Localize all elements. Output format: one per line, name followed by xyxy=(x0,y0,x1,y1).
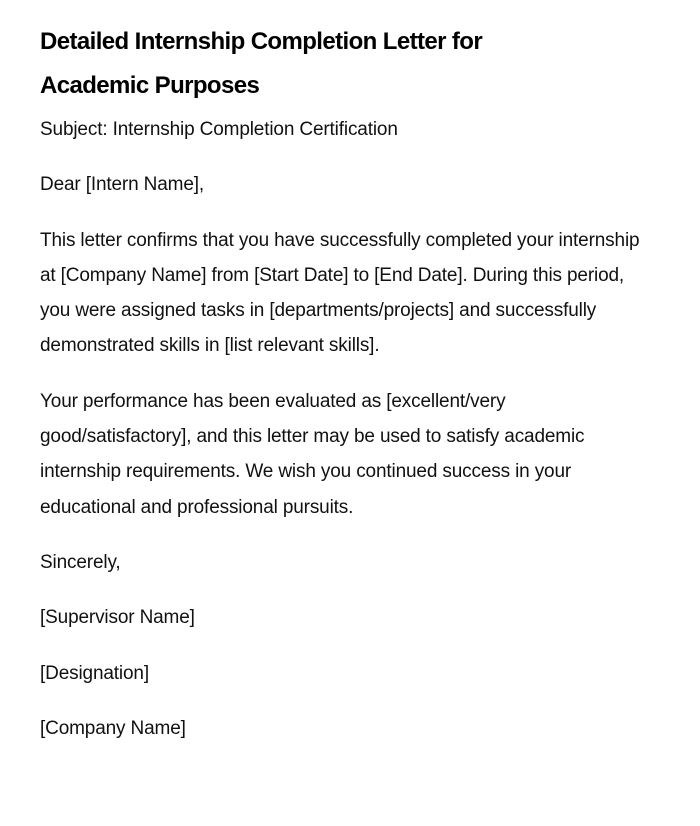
closing: Sincerely, xyxy=(40,551,121,573)
signature-designation: [Designation] xyxy=(40,662,149,684)
body-paragraph-2: Your performance has been evaluated as [excellent/very good/satisfactory], and this letter may be used to satisfy academic internship requirements. We wish you continued success in your educational and professional pursuits. xyxy=(40,390,585,518)
document-title-line-2: Academic Purposes xyxy=(40,72,260,99)
letter-document xyxy=(40,20,650,766)
subject-line: Subject: Internship Completion Certification xyxy=(40,119,398,140)
salutation: Dear [Intern Name], xyxy=(40,174,204,196)
document-title-line-1: Detailed Internship Completion Letter for xyxy=(40,28,483,55)
signature-name: [Supervisor Name] xyxy=(40,607,195,629)
body-paragraph-1: This letter confirms that you have successfully completed your internship at [Company Name] from [Start Date] to [End Date]. During this period, you were assigned tasks in [departments/projects] and successfully demonstrated skills in [list relevant skills]. xyxy=(40,229,640,357)
document-title xyxy=(40,20,650,108)
signature-company: [Company Name] xyxy=(40,717,186,739)
